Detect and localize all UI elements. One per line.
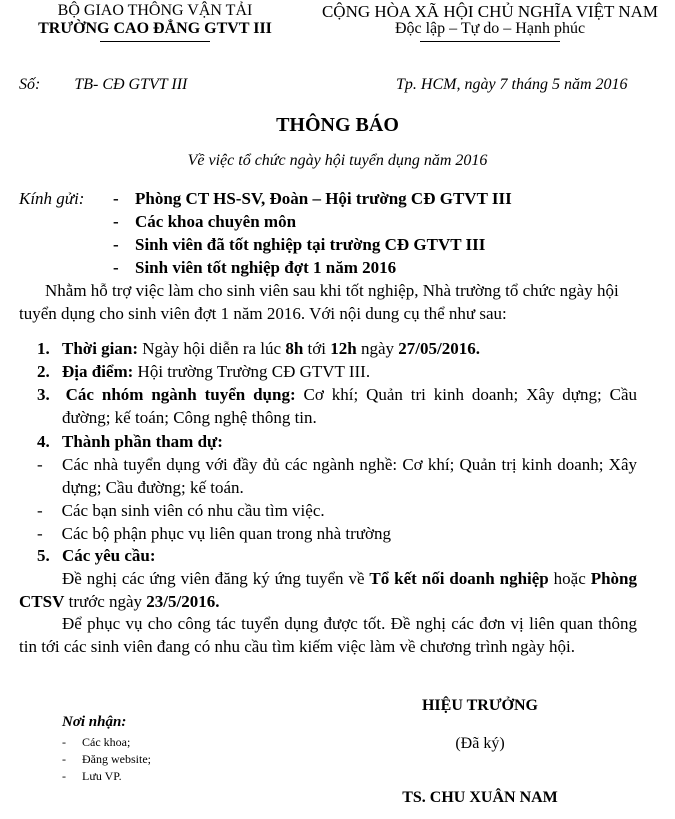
copy-item: - Đăng website;: [62, 752, 151, 766]
signer-position: HIỆU TRƯỞNG: [421, 697, 538, 714]
section-industries-cont: đường; kế toán; Công nghệ thông tin.: [62, 408, 317, 427]
closing-line-1: Để phục vụ cho công tác tuyển dụng được tốt. Đề nghị các đơn vị liên quan thông: [62, 614, 637, 633]
participant-item: - Các bộ phận phục vụ liên quan trong nhà trường: [37, 524, 391, 543]
participant-item: - Các bạn sinh viên có nhu cầu tìm việc.: [37, 501, 325, 520]
participant-item: - Các nhà tuyển dụng với đầy đủ các ngành nghề: Cơ khí; Quản trị kinh doanh; Xây: [37, 455, 637, 474]
ministry-name: BỘ GIAO THÔNG VẬN TẢI: [57, 2, 253, 19]
copy-item: - Lưu VP.: [62, 769, 122, 783]
document-date: Tp. HCM, ngày 7 tháng 5 năm 2016: [396, 76, 628, 93]
recipient-item: - Phòng CT HS-SV, Đoàn – Hội trường CĐ GTVT III: [113, 189, 512, 208]
recipients-list: [113, 189, 633, 281]
school-underline: [100, 41, 210, 42]
intro-line-1: Nhằm hỗ trợ việc làm cho sinh viên sau khi tốt nghiệp, Nhà trường tổ chức ngày hội: [45, 281, 619, 300]
participant-item-cont: dựng; Cầu đường; kế toán.: [62, 478, 244, 497]
recipients-copy-label: Nơi nhận:: [62, 714, 127, 730]
intro-line-2: tuyển dụng cho sinh viên đợt 1 năm 2016. Với nội dung cụ thể như sau:: [19, 304, 507, 323]
signer-name: TS. CHU XUÂN NAM: [402, 789, 558, 806]
signed-note: (Đã ký): [455, 735, 505, 752]
closing-line-2: tin tới các sinh viên đang có nhu cầu tìm kiếm việc làm về chương trình ngày hội.: [19, 637, 575, 656]
requirements-line-2: CTSV trước ngày 23/5/2016.: [19, 592, 220, 611]
school-name: TRƯỜNG CAO ĐẲNG GTVT III: [38, 20, 272, 37]
recipient-item: - Các khoa chuyên môn: [113, 212, 297, 231]
country-name: CỘNG HÒA XÃ HỘI CHỦ NGHĨA VIỆT NAM: [321, 2, 659, 21]
section-participants: 4. Thành phần tham dự:: [37, 432, 223, 451]
document-title: THÔNG BÁO: [276, 114, 399, 136]
section-industries: 3. Các nhóm ngành tuyển dụng: Cơ khí; Quản tri kinh doanh; Xây dựng; Cầu: [37, 385, 638, 404]
section-requirements: 5. Các yêu cầu:: [37, 546, 156, 565]
motto-underline: [420, 41, 560, 42]
document-subtitle: Về việc tổ chức ngày hội tuyển dụng năm 2016: [187, 152, 488, 169]
recipients-label: Kính gửi:: [19, 189, 85, 208]
document-number: Số: TB- CĐ GTVT III: [19, 76, 188, 93]
copy-item: - Các khoa;: [62, 735, 131, 749]
recipients-copy-list: [62, 734, 151, 785]
section-location: 2. Địa điểm: Hội trường Trường CĐ GTVT III.: [37, 362, 371, 381]
requirements-line-1: Đề nghị các ứng viên đăng ký ứng tuyển về Tổ kết nối doanh nghiệp hoặc Phòng: [62, 569, 637, 588]
motto: Độc lập – Tự do – Hạnh phúc: [394, 20, 586, 37]
section-time: 1. Thời gian: Ngày hội diễn ra lúc 8h tới 12h ngày 27/05/2016.: [37, 339, 480, 358]
recipient-item: - Sinh viên tốt nghiệp đợt 1 năm 2016: [113, 258, 397, 277]
recipient-item: - Sinh viên đã tốt nghiệp tại trường CĐ GTVT III: [113, 235, 486, 254]
